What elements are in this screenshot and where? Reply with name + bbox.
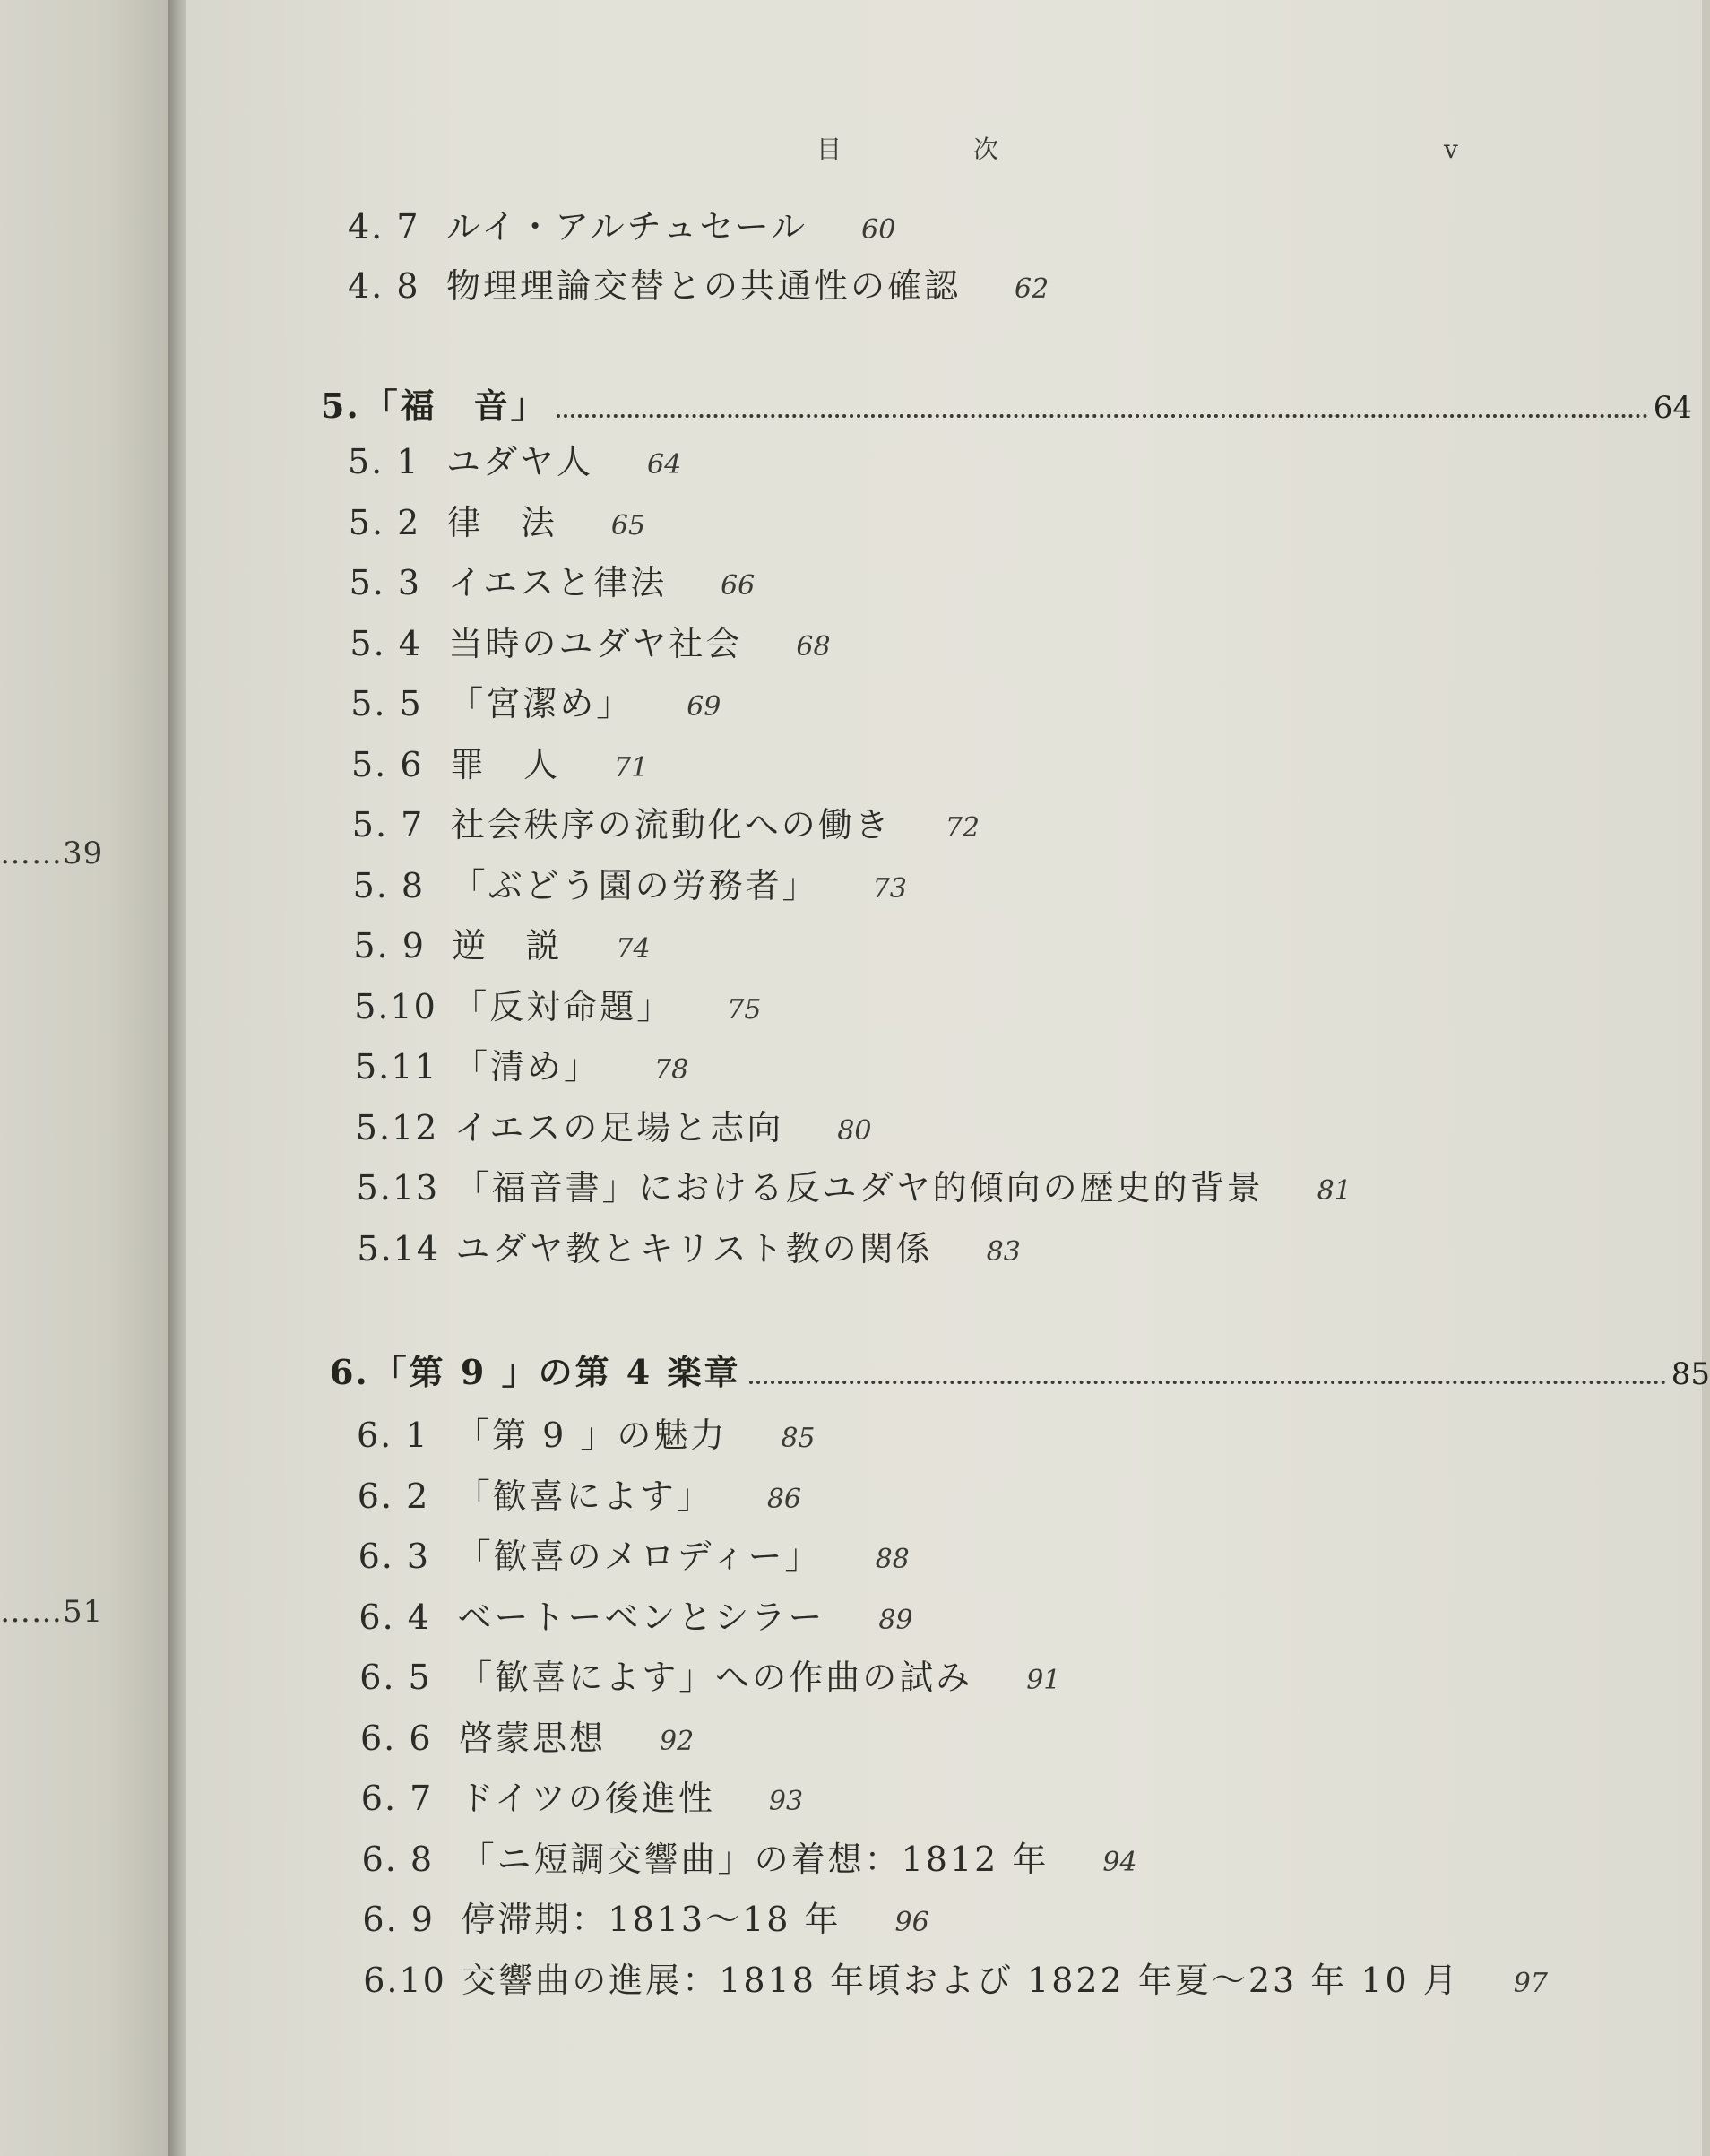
- dot-leader: [749, 1381, 1665, 1384]
- toc-entry: [358, 1468, 801, 1518]
- toc-entry: [350, 616, 830, 665]
- toc-entry-title: ベートーベンとシラー: [457, 1597, 825, 1637]
- toc-entry: [352, 797, 980, 846]
- toc-entry: [351, 737, 648, 786]
- toc-entry-title: 「ニ短調交響曲」の着想：1812 年: [460, 1839, 1049, 1879]
- toc-entry-page: 89: [878, 1604, 913, 1636]
- toc-entry-title: イエスの足場と志向: [453, 1107, 784, 1147]
- toc-entry-page: 71: [614, 751, 649, 784]
- toc-entry-number: 6. 8: [361, 1839, 435, 1879]
- toc-entry-page: 64: [647, 449, 682, 481]
- toc-entry-title: ルイ・アルチュセール: [446, 207, 808, 247]
- toc-entry-number: 6. 3: [358, 1537, 431, 1576]
- toc-entry-page: 81: [1317, 1175, 1352, 1207]
- toc-entry-title: イエスと律法: [447, 563, 668, 602]
- toc-entry-page: 83: [986, 1235, 1021, 1268]
- right-page: [186, 0, 1710, 2156]
- toc-entry-page: 75: [727, 993, 762, 1026]
- toc-entry-title: 「福音書」における反ユダヤ的傾向の歴史的背景: [454, 1168, 1264, 1208]
- toc-entry-number: 4. 8: [348, 266, 420, 306]
- toc-entry-page: 72: [945, 812, 980, 844]
- toc-entry-page: 92: [660, 1725, 695, 1757]
- toc-entry: [361, 1771, 803, 1820]
- toc-entry: [348, 199, 895, 248]
- toc-entry: [357, 1221, 1020, 1270]
- toc-entry: [353, 858, 907, 907]
- toc-entry-page: 96: [894, 1907, 929, 1938]
- chapter-title: 「第 9 」の第 4 楽章: [372, 1352, 741, 1392]
- toc-entry-number: 6. 7: [360, 1779, 434, 1818]
- toc-entry-title: 「宮潔め」: [449, 684, 634, 723]
- toc-entry-number: 5.11: [355, 1047, 438, 1087]
- toc-entry: [354, 979, 761, 1028]
- book-gutter: [168, 0, 188, 2156]
- toc-entry-number: 6. 1: [357, 1416, 429, 1455]
- toc-entry: [363, 1953, 1548, 2002]
- chapter-page: 85: [1671, 1356, 1710, 1392]
- toc-entry-title: 「第 9 」の魅力: [455, 1416, 728, 1455]
- toc-entry-page: 78: [654, 1054, 689, 1086]
- toc-entry-title: 「ぶどう園の労務者」: [451, 865, 819, 905]
- toc-entry-title: ユダヤ人: [446, 442, 594, 481]
- toc-entry-title: 「清め」: [453, 1047, 601, 1087]
- toc-entry-number: 5. 7: [351, 805, 425, 844]
- toc-entry-title: 逆 説: [452, 926, 563, 965]
- toc-entry-title: 社会秩序の流動化への働き: [450, 805, 892, 844]
- left-page-entry: ……51: [0, 1594, 104, 1630]
- toc-entry-page: 85: [781, 1423, 816, 1454]
- toc-entry: [358, 1589, 912, 1639]
- toc-entry-number: 6. 5: [359, 1658, 432, 1697]
- toc-entry-title: 「歓喜によす」への作曲の試み: [458, 1658, 973, 1697]
- toc-entry-number: 4. 7: [348, 207, 420, 247]
- toc-entry-page: 66: [721, 570, 756, 602]
- toc-entry-number: 5. 8: [352, 865, 426, 905]
- toc-entry: [359, 1649, 1060, 1699]
- left-page-entry: ……39: [0, 836, 104, 871]
- toc-entry-page: 93: [768, 1786, 804, 1817]
- toc-entry: [349, 495, 645, 544]
- toc-entry: [350, 676, 721, 725]
- toc-entry-page: 91: [1026, 1665, 1061, 1696]
- toc-chapter-heading: [321, 378, 1692, 428]
- toc-entry: [350, 555, 756, 604]
- toc-entry: [358, 1528, 910, 1578]
- toc-entry-number: 5. 6: [351, 744, 424, 784]
- toc-entry: [362, 1892, 928, 1941]
- toc-entry-title: 「反対命題」: [453, 986, 674, 1026]
- toc-entry-number: 6. 9: [362, 1900, 435, 1939]
- toc-entry-number: 5. 2: [348, 502, 421, 542]
- toc-entry-page: 73: [872, 872, 907, 905]
- toc-entry: [357, 1407, 816, 1457]
- toc-entry-number: 5. 5: [350, 684, 423, 723]
- toc-entry-page: 62: [1015, 273, 1049, 305]
- toc-entry-page: 69: [687, 691, 721, 723]
- toc-entry-page: 80: [837, 1114, 872, 1147]
- left-page: [0, 0, 179, 2156]
- toc-chapter-heading: [330, 1345, 1710, 1394]
- header-title-char: 次: [973, 134, 999, 164]
- dot-leader: [557, 414, 1648, 418]
- toc-entry-title: 交響曲の進展：1818 年頃および 1822 年夏〜23 年 10 月: [462, 1960, 1460, 2000]
- chapter-number: 5.: [321, 385, 360, 426]
- toc-entry-number: 6. 2: [357, 1476, 430, 1516]
- toc-entry-number: 5. 3: [349, 563, 422, 602]
- toc-entry-page: 74: [616, 933, 651, 965]
- toc-entry-title: 律 法: [446, 502, 557, 542]
- toc-entry-number: 5. 1: [348, 442, 420, 481]
- toc-entry-number: 5.12: [355, 1107, 439, 1147]
- toc-entry-page: 68: [796, 630, 831, 662]
- toc-entry-number: 6.10: [363, 1960, 446, 2000]
- toc-entry: [353, 918, 650, 967]
- toc-entry-number: 5.10: [354, 986, 437, 1026]
- toc-entry-number: 5. 9: [353, 926, 426, 965]
- chapter-title: 「福 音」: [363, 385, 548, 426]
- toc-entry-page: 65: [610, 509, 645, 541]
- toc-entry: [357, 1160, 1352, 1209]
- toc-entry-title: 当時のユダヤ社会: [448, 623, 743, 663]
- toc-entry-title: 罪 人: [450, 744, 561, 784]
- chapter-page: 64: [1653, 390, 1692, 426]
- toc-entry-number: 6. 4: [358, 1597, 431, 1637]
- toc-entry-number: 5.14: [357, 1228, 440, 1268]
- toc-entry: [355, 1039, 688, 1088]
- header-title-char: 目: [816, 134, 842, 164]
- toc-entry-title: 物理理論交替との共通性の確認: [446, 266, 962, 306]
- toc-entry-number: 5.13: [356, 1168, 440, 1208]
- toc-entry: [362, 1831, 1137, 1881]
- toc-entry-page: 97: [1513, 1967, 1548, 1999]
- toc-entry-title: ドイツの後進性: [459, 1779, 715, 1818]
- toc-entry: [356, 1100, 872, 1149]
- toc-entry: [360, 1710, 694, 1760]
- toc-entry-title: 停滞期：1813〜18 年: [461, 1900, 842, 1939]
- toc-entry-title: 「歓喜のメロディー」: [456, 1537, 822, 1576]
- toc-entry-number: 5. 4: [350, 623, 422, 663]
- toc-entry-page: 94: [1102, 1846, 1137, 1878]
- toc-entry: [348, 434, 681, 483]
- toc-entry-title: 「歓喜によす」: [455, 1476, 713, 1516]
- toc-entry-page: 88: [875, 1544, 910, 1575]
- toc-entry-number: 6. 6: [360, 1718, 433, 1758]
- header-page-number: v: [1444, 134, 1458, 164]
- toc-entry: [348, 258, 1049, 307]
- toc-entry-page: 86: [766, 1483, 801, 1515]
- toc-entry-title: 啓蒙思想: [459, 1718, 607, 1758]
- toc-entry-page: 60: [861, 214, 896, 246]
- chapter-number: 6.: [330, 1352, 369, 1392]
- toc-entry-title: ユダヤ教とキリスト教の関係: [455, 1228, 933, 1268]
